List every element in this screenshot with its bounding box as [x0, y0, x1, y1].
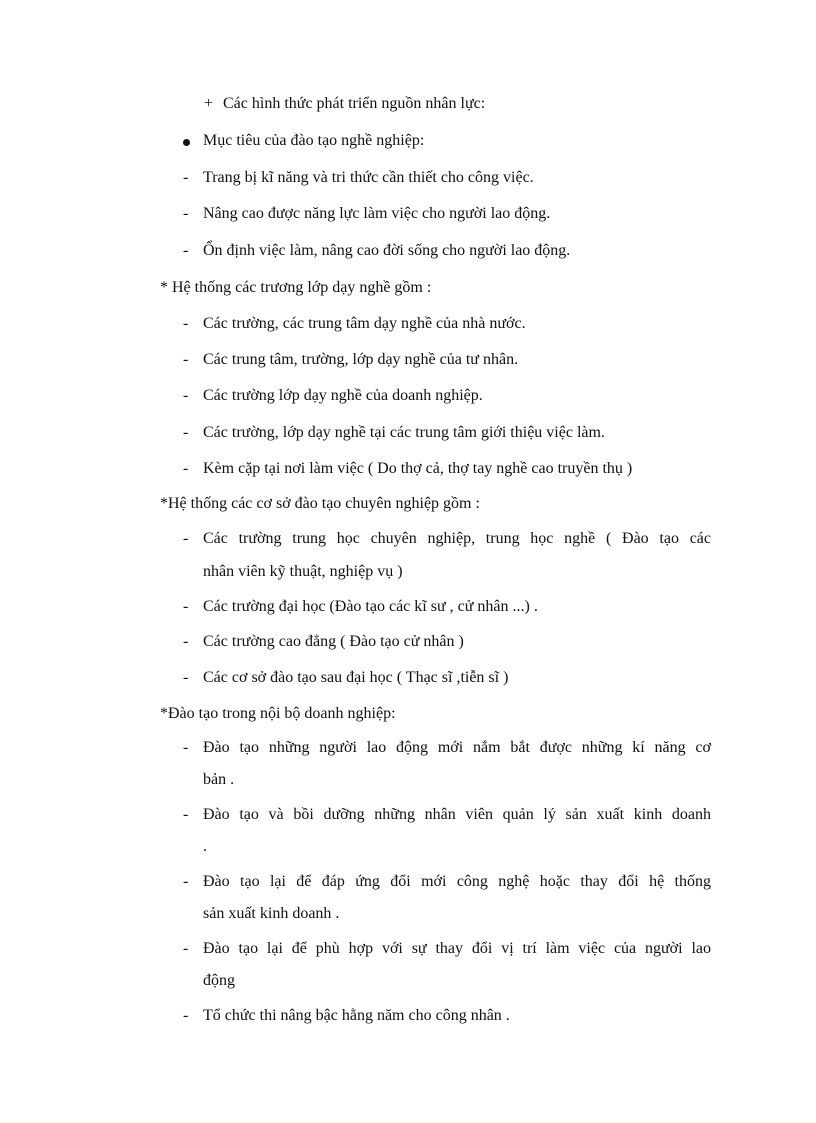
internal-item-line: Tổ chức thi nâng bậc hằng năm cho công nhân .	[203, 1007, 510, 1024]
dash-marker: -	[183, 315, 189, 332]
dash-marker: -	[183, 424, 189, 441]
dash-marker: -	[183, 940, 189, 957]
objective-item: Nâng cao được năng lực làm việc cho người lao động.	[203, 205, 551, 222]
objectives-heading: Mục tiêu của đào tạo nghề nghiệp:	[203, 132, 425, 149]
vocational-item: Các trung tâm, trường, lớp dạy nghề của tư nhân.	[203, 351, 519, 368]
internal-item-line: động	[203, 972, 235, 989]
internal-item-line: bản .	[203, 771, 235, 788]
professional-item-line: nhân viên kỹ thuật, nghiệp vụ )	[203, 563, 403, 580]
objective-item: Ổn định việc làm, nâng cao đời sống cho người lao động.	[203, 242, 571, 259]
bullet-dot-icon	[183, 139, 190, 146]
internal-item-line: sản xuất kinh doanh .	[203, 905, 340, 922]
intro-line: Các hình thức phát triển nguồn nhân lực:	[223, 95, 486, 112]
professional-item-line: Các trường trung học chuyên nghiệp, trung học nghề ( Đào tạo các	[203, 530, 711, 547]
dash-marker: -	[183, 351, 189, 368]
dash-marker: -	[183, 242, 189, 259]
dash-marker: -	[183, 633, 189, 650]
vocational-system-heading: * Hệ thống các trương lớp dạy nghề gồm :	[160, 279, 432, 296]
plus-marker: +	[204, 95, 214, 112]
dash-marker: -	[183, 530, 189, 547]
internal-item-line: .	[203, 838, 207, 855]
internal-item-line: Đào tạo lại để đáp ứng đổi mới công nghệ hoặc thay đổi hệ thống	[203, 873, 711, 890]
dash-marker: -	[183, 169, 189, 186]
dash-marker: -	[183, 1007, 189, 1024]
dash-marker: -	[183, 460, 189, 477]
professional-item-line: Các trường cao đẳng ( Đào tạo cử nhân )	[203, 633, 464, 650]
professional-item-line: Các cơ sở đào tạo sau đại học ( Thạc sĩ ,tiễn sĩ )	[203, 669, 509, 686]
vocational-item: Kèm cặp tại nơi làm việc ( Do thợ cả, thợ tay nghề cao truyền thụ )	[203, 460, 633, 477]
dash-marker: -	[183, 873, 189, 890]
vocational-item: Các trường, các trung tâm dạy nghề của nhà nước.	[203, 315, 526, 332]
professional-system-heading: *Hệ thống các cơ sở đào tạo chuyên nghiệp gồm :	[160, 495, 480, 512]
professional-item-line: Các trường đại học (Đào tạo các kĩ sư , cử nhân ...) .	[203, 598, 538, 615]
vocational-item: Các trường, lớp dạy nghề tại các trung tâm giới thiệu việc làm.	[203, 424, 605, 441]
vocational-item: Các trường lớp dạy nghề của doanh nghiệp.	[203, 387, 483, 404]
dash-marker: -	[183, 669, 189, 686]
internal-item-line: Đào tạo và bồi dưỡng những nhân viên quản lý sản xuất kinh doanh	[203, 806, 711, 823]
dash-marker: -	[183, 205, 189, 222]
objective-item: Trang bị kĩ năng và tri thức cần thiết cho công việc.	[203, 169, 534, 186]
dash-marker: -	[183, 387, 189, 404]
internal-item-line: Đào tạo lại để phù hợp với sự thay đổi vị trí làm việc của người lao	[203, 940, 711, 957]
dash-marker: -	[183, 806, 189, 823]
internal-item-line: Đào tạo những người lao động mới nắm bắt được những kí năng cơ	[203, 739, 711, 756]
internal-training-heading: *Đào tạo trong nội bộ doanh nghiệp:	[160, 705, 396, 722]
dash-marker: -	[183, 739, 189, 756]
dash-marker: -	[183, 598, 189, 615]
